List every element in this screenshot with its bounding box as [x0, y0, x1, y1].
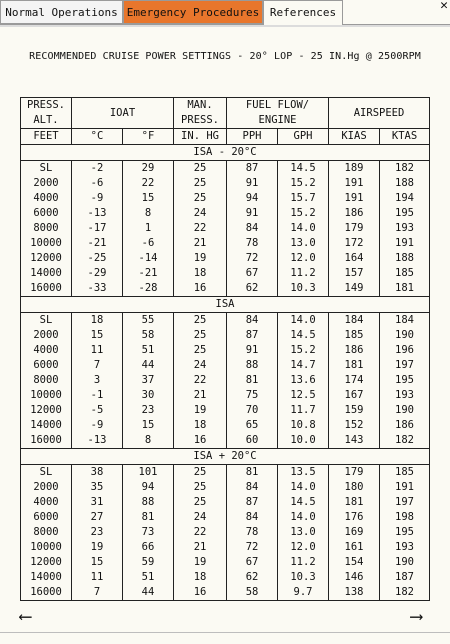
table-cell: 12000 — [21, 403, 72, 418]
table-row — [21, 358, 430, 373]
table-cell: 14.0 — [278, 510, 329, 525]
table-cell: 25 — [174, 191, 227, 206]
table-cell: 14000 — [21, 570, 72, 585]
table-cell: 60 — [227, 433, 278, 449]
table-cell: 51 — [123, 570, 174, 585]
table-cell: 13.0 — [278, 236, 329, 251]
table-row — [21, 373, 430, 388]
section-header-row — [21, 297, 430, 313]
table-cell: 14.0 — [278, 313, 329, 329]
table-cell: 12000 — [21, 555, 72, 570]
table-cell: 10.0 — [278, 433, 329, 449]
table-cell: 11.2 — [278, 266, 329, 281]
table-cell: 94 — [123, 480, 174, 495]
unit-cell: °C — [72, 129, 123, 145]
table-cell: 23 — [123, 403, 174, 418]
table-cell: 62 — [227, 570, 278, 585]
header-man-press-line2: PRESS. — [174, 113, 227, 129]
header-fuel-flow-line2: ENGINE — [227, 113, 329, 129]
table-cell: 72 — [227, 251, 278, 266]
table-cell: 159 — [329, 403, 380, 418]
table-cell: -33 — [72, 281, 123, 297]
table-cell: 15.2 — [278, 343, 329, 358]
table-cell: 87 — [227, 328, 278, 343]
table-cell: 6000 — [21, 206, 72, 221]
table-row — [21, 236, 430, 251]
table-cell: 191 — [329, 176, 380, 191]
table-cell: 13.6 — [278, 373, 329, 388]
table-cell: 16 — [174, 433, 227, 449]
table-cell: 191 — [380, 236, 430, 251]
table-cell: 24 — [174, 358, 227, 373]
table-cell: 18 — [174, 266, 227, 281]
table-cell: 8000 — [21, 221, 72, 236]
table-cell: 16000 — [21, 585, 72, 601]
table-cell: 146 — [329, 570, 380, 585]
table-cell: 84 — [227, 221, 278, 236]
table-cell: 196 — [380, 343, 430, 358]
table-row — [21, 176, 430, 191]
table-cell: 84 — [227, 510, 278, 525]
table-cell: 15 — [72, 328, 123, 343]
table-cell: -1 — [72, 388, 123, 403]
table-cell: 14.0 — [278, 480, 329, 495]
table-cell: 189 — [329, 161, 380, 177]
header-ioat: IOAT — [72, 98, 174, 129]
header-airspeed: AIRSPEED — [329, 98, 430, 129]
table-cell: 190 — [380, 555, 430, 570]
table-cell: 8000 — [21, 373, 72, 388]
table-cell: 55 — [123, 313, 174, 329]
table-cell: 181 — [329, 495, 380, 510]
table-cell: 149 — [329, 281, 380, 297]
table-cell: 25 — [174, 161, 227, 177]
unit-cell: PPH — [227, 129, 278, 145]
table-cell: 88 — [227, 358, 278, 373]
table-cell: 167 — [329, 388, 380, 403]
table-cell: 25 — [174, 495, 227, 510]
table-cell: 191 — [329, 191, 380, 206]
close-icon[interactable]: ✕ — [440, 0, 448, 13]
table-cell: 4000 — [21, 191, 72, 206]
table-cell: SL — [21, 465, 72, 481]
table-row — [21, 418, 430, 433]
table-cell: 21 — [174, 540, 227, 555]
table-cell: 58 — [123, 328, 174, 343]
table-cell: 16000 — [21, 433, 72, 449]
header-press-alt-line1: PRESS. — [21, 98, 72, 114]
table-cell: 188 — [380, 176, 430, 191]
table-cell: 190 — [380, 403, 430, 418]
table-cell: 22 — [123, 176, 174, 191]
section-header-row — [21, 145, 430, 161]
table-cell: 187 — [380, 570, 430, 585]
table-cell: 15 — [123, 418, 174, 433]
table-cell: 14.5 — [278, 328, 329, 343]
table-cell: 15.2 — [278, 206, 329, 221]
table-cell: -2 — [72, 161, 123, 177]
table-cell: 35 — [72, 480, 123, 495]
table-cell: 10000 — [21, 236, 72, 251]
table-cell: 4000 — [21, 343, 72, 358]
table-cell: 44 — [123, 358, 174, 373]
table-cell: 19 — [174, 251, 227, 266]
cruise-power-table — [20, 97, 430, 601]
table-cell: 73 — [123, 525, 174, 540]
table-cell: 138 — [329, 585, 380, 601]
table-cell: 182 — [380, 161, 430, 177]
table-cell: 15 — [72, 555, 123, 570]
tab-references[interactable]: References — [263, 0, 343, 25]
header-fuel-flow-line1: FUEL FLOW/ — [227, 98, 329, 114]
table-cell: 25 — [174, 480, 227, 495]
table-cell: 25 — [174, 328, 227, 343]
table-cell: 161 — [329, 540, 380, 555]
table-cell: 13.5 — [278, 465, 329, 481]
table-cell: 195 — [380, 525, 430, 540]
table-cell: 16 — [174, 281, 227, 297]
table-cell: 14000 — [21, 266, 72, 281]
table-cell: 27 — [72, 510, 123, 525]
table-cell: 197 — [380, 495, 430, 510]
table-cell: 11 — [72, 343, 123, 358]
table-cell: 174 — [329, 373, 380, 388]
page-title: RECOMMENDED CRUISE POWER SETTINGS - 20° LOP - 25 IN.Hg @ 2500RPM — [29, 51, 421, 62]
table-cell: 182 — [380, 433, 430, 449]
table-row — [21, 221, 430, 236]
table-cell: 10.3 — [278, 570, 329, 585]
table-cell: 84 — [227, 480, 278, 495]
table-row — [21, 161, 430, 177]
table-cell: 15 — [123, 191, 174, 206]
table-cell: 157 — [329, 266, 380, 281]
table-cell: 91 — [227, 343, 278, 358]
table-row — [21, 495, 430, 510]
units-row — [21, 129, 430, 145]
table-cell: 12.0 — [278, 251, 329, 266]
section-label: ISA - 20°C — [21, 145, 430, 161]
table-cell: 11 — [72, 570, 123, 585]
table-cell: SL — [21, 161, 72, 177]
content-edge — [0, 25, 450, 27]
table-cell: 62 — [227, 281, 278, 297]
table-cell: 25 — [174, 343, 227, 358]
table-cell: 179 — [329, 221, 380, 236]
table-cell: 14.5 — [278, 495, 329, 510]
table-cell: 194 — [380, 191, 430, 206]
table-cell: 18 — [174, 418, 227, 433]
table-cell: 75 — [227, 388, 278, 403]
table-cell: 44 — [123, 585, 174, 601]
table-cell: 154 — [329, 555, 380, 570]
table-cell: 19 — [174, 403, 227, 418]
table-cell: 14.7 — [278, 358, 329, 373]
table-cell: 8 — [123, 206, 174, 221]
table-cell: 184 — [329, 313, 380, 329]
table-cell: 10000 — [21, 540, 72, 555]
table-cell: 12.5 — [278, 388, 329, 403]
table-cell: 198 — [380, 510, 430, 525]
table-cell: 87 — [227, 161, 278, 177]
table-cell: 172 — [329, 236, 380, 251]
table-cell: 59 — [123, 555, 174, 570]
table-cell: 2000 — [21, 480, 72, 495]
tab-emergency-procedures[interactable]: Emergency Procedures — [123, 0, 263, 24]
table-cell: 19 — [174, 555, 227, 570]
table-cell: 180 — [329, 480, 380, 495]
table-row — [21, 388, 430, 403]
table-cell: 143 — [329, 433, 380, 449]
table-cell: 81 — [123, 510, 174, 525]
table-cell: 21 — [174, 388, 227, 403]
table-cell: SL — [21, 313, 72, 329]
table-cell: 195 — [380, 206, 430, 221]
section-label: ISA + 20°C — [21, 449, 430, 465]
section-label: ISA — [21, 297, 430, 313]
table-cell: 193 — [380, 540, 430, 555]
table-cell: 186 — [329, 343, 380, 358]
table-cell: 7 — [72, 358, 123, 373]
table-cell: 11.7 — [278, 403, 329, 418]
table-cell: 182 — [380, 585, 430, 601]
table-cell: 176 — [329, 510, 380, 525]
previous-page-arrow-icon[interactable]: ⟵ — [20, 606, 31, 627]
tab-bar — [0, 0, 450, 25]
table-cell: 11.2 — [278, 555, 329, 570]
table-cell: 67 — [227, 266, 278, 281]
table-cell: -28 — [123, 281, 174, 297]
table-cell: -29 — [72, 266, 123, 281]
table-cell: 91 — [227, 206, 278, 221]
table-cell: 185 — [380, 465, 430, 481]
table-cell: 14000 — [21, 418, 72, 433]
table-cell: 186 — [329, 206, 380, 221]
table-cell: 29 — [123, 161, 174, 177]
table-cell: 188 — [380, 251, 430, 266]
table-cell: 7 — [72, 585, 123, 601]
table-cell: 18 — [174, 570, 227, 585]
table-cell: 6000 — [21, 358, 72, 373]
table-cell: 8 — [123, 433, 174, 449]
table-cell: 15.2 — [278, 176, 329, 191]
table-cell: -14 — [123, 251, 174, 266]
table-cell: 2000 — [21, 328, 72, 343]
table-cell: -9 — [72, 191, 123, 206]
table-cell: 197 — [380, 358, 430, 373]
table-row — [21, 555, 430, 570]
table-cell: -9 — [72, 418, 123, 433]
table-cell: -21 — [123, 266, 174, 281]
table-cell: 21 — [174, 236, 227, 251]
table-cell: 78 — [227, 236, 278, 251]
table-cell: 14.0 — [278, 221, 329, 236]
table-row — [21, 206, 430, 221]
table-cell: 66 — [123, 540, 174, 555]
table-cell: 12000 — [21, 251, 72, 266]
table-cell: 81 — [227, 465, 278, 481]
table-cell: 25 — [174, 176, 227, 191]
table-row — [21, 433, 430, 449]
table-cell: 78 — [227, 525, 278, 540]
table-row — [21, 585, 430, 601]
table-row — [21, 465, 430, 481]
unit-cell: FEET — [21, 129, 72, 145]
table-cell: 58 — [227, 585, 278, 601]
table-row — [21, 570, 430, 585]
table-row — [21, 343, 430, 358]
table-cell: 51 — [123, 343, 174, 358]
table-cell: 12.0 — [278, 540, 329, 555]
table-cell: -5 — [72, 403, 123, 418]
table-cell: -21 — [72, 236, 123, 251]
table-cell: 24 — [174, 510, 227, 525]
table-cell: -17 — [72, 221, 123, 236]
table-cell: 185 — [380, 266, 430, 281]
table-cell: 37 — [123, 373, 174, 388]
table-cell: 87 — [227, 495, 278, 510]
table-row — [21, 281, 430, 297]
table-cell: 25 — [174, 313, 227, 329]
table-cell: 184 — [380, 313, 430, 329]
table-cell: 22 — [174, 525, 227, 540]
unit-cell: GPH — [278, 129, 329, 145]
table-cell: 6000 — [21, 510, 72, 525]
table-cell: 16000 — [21, 281, 72, 297]
table-cell: 10.3 — [278, 281, 329, 297]
table-cell: 22 — [174, 373, 227, 388]
table-cell: 65 — [227, 418, 278, 433]
table-cell: 67 — [227, 555, 278, 570]
table-cell: 94 — [227, 191, 278, 206]
table-row — [21, 251, 430, 266]
table-cell: 88 — [123, 495, 174, 510]
table-row — [21, 510, 430, 525]
unit-cell: IN. HG — [174, 129, 227, 145]
table-cell: 13.0 — [278, 525, 329, 540]
table-cell: 10000 — [21, 388, 72, 403]
section-header-row — [21, 449, 430, 465]
table-cell: 169 — [329, 525, 380, 540]
table-cell: 10.8 — [278, 418, 329, 433]
unit-cell: KIAS — [329, 129, 380, 145]
bottom-divider — [0, 632, 450, 633]
table-cell: 190 — [380, 328, 430, 343]
table-row — [21, 313, 430, 329]
table-cell: 91 — [227, 176, 278, 191]
table-cell: 181 — [380, 281, 430, 297]
header-man-press-line1: MAN. — [174, 98, 227, 114]
table-cell: 179 — [329, 465, 380, 481]
table-row — [21, 540, 430, 555]
table-cell: 9.7 — [278, 585, 329, 601]
table-cell: 1 — [123, 221, 174, 236]
tab-normal-operations[interactable]: Normal Operations — [0, 0, 123, 24]
table-cell: 81 — [227, 373, 278, 388]
table-cell: 101 — [123, 465, 174, 481]
table-cell: 152 — [329, 418, 380, 433]
table-cell: 38 — [72, 465, 123, 481]
table-cell: 84 — [227, 313, 278, 329]
next-page-arrow-icon[interactable]: ⟶ — [411, 606, 422, 627]
unit-cell: °F — [123, 129, 174, 145]
table-row — [21, 266, 430, 281]
table-cell: 193 — [380, 388, 430, 403]
table-cell: 4000 — [21, 495, 72, 510]
unit-cell: KTAS — [380, 129, 430, 145]
table-cell: 193 — [380, 221, 430, 236]
header-press-alt-line2: ALT. — [21, 113, 72, 129]
table-cell: -13 — [72, 206, 123, 221]
table-row — [21, 328, 430, 343]
table-cell: 22 — [174, 221, 227, 236]
table-cell: 31 — [72, 495, 123, 510]
table-cell: -6 — [123, 236, 174, 251]
table-row — [21, 480, 430, 495]
table-cell: -6 — [72, 176, 123, 191]
table-cell: 8000 — [21, 525, 72, 540]
table-cell: 186 — [380, 418, 430, 433]
table-cell: 195 — [380, 373, 430, 388]
table-cell: 14.5 — [278, 161, 329, 177]
table-cell: 164 — [329, 251, 380, 266]
table-cell: 15.7 — [278, 191, 329, 206]
table-cell: 191 — [380, 480, 430, 495]
table-row — [21, 525, 430, 540]
table-cell: 24 — [174, 206, 227, 221]
table-cell: 3 — [72, 373, 123, 388]
table-cell: 16 — [174, 585, 227, 601]
table-row — [21, 191, 430, 206]
table-cell: 18 — [72, 313, 123, 329]
table-cell: -25 — [72, 251, 123, 266]
table-cell: 181 — [329, 358, 380, 373]
table-cell: 185 — [329, 328, 380, 343]
table-cell: 70 — [227, 403, 278, 418]
table-cell: 23 — [72, 525, 123, 540]
table-cell: 19 — [72, 540, 123, 555]
table-cell: 72 — [227, 540, 278, 555]
table-cell: 30 — [123, 388, 174, 403]
table-cell: 25 — [174, 465, 227, 481]
table-row — [21, 403, 430, 418]
table-cell: 2000 — [21, 176, 72, 191]
table-cell: -13 — [72, 433, 123, 449]
